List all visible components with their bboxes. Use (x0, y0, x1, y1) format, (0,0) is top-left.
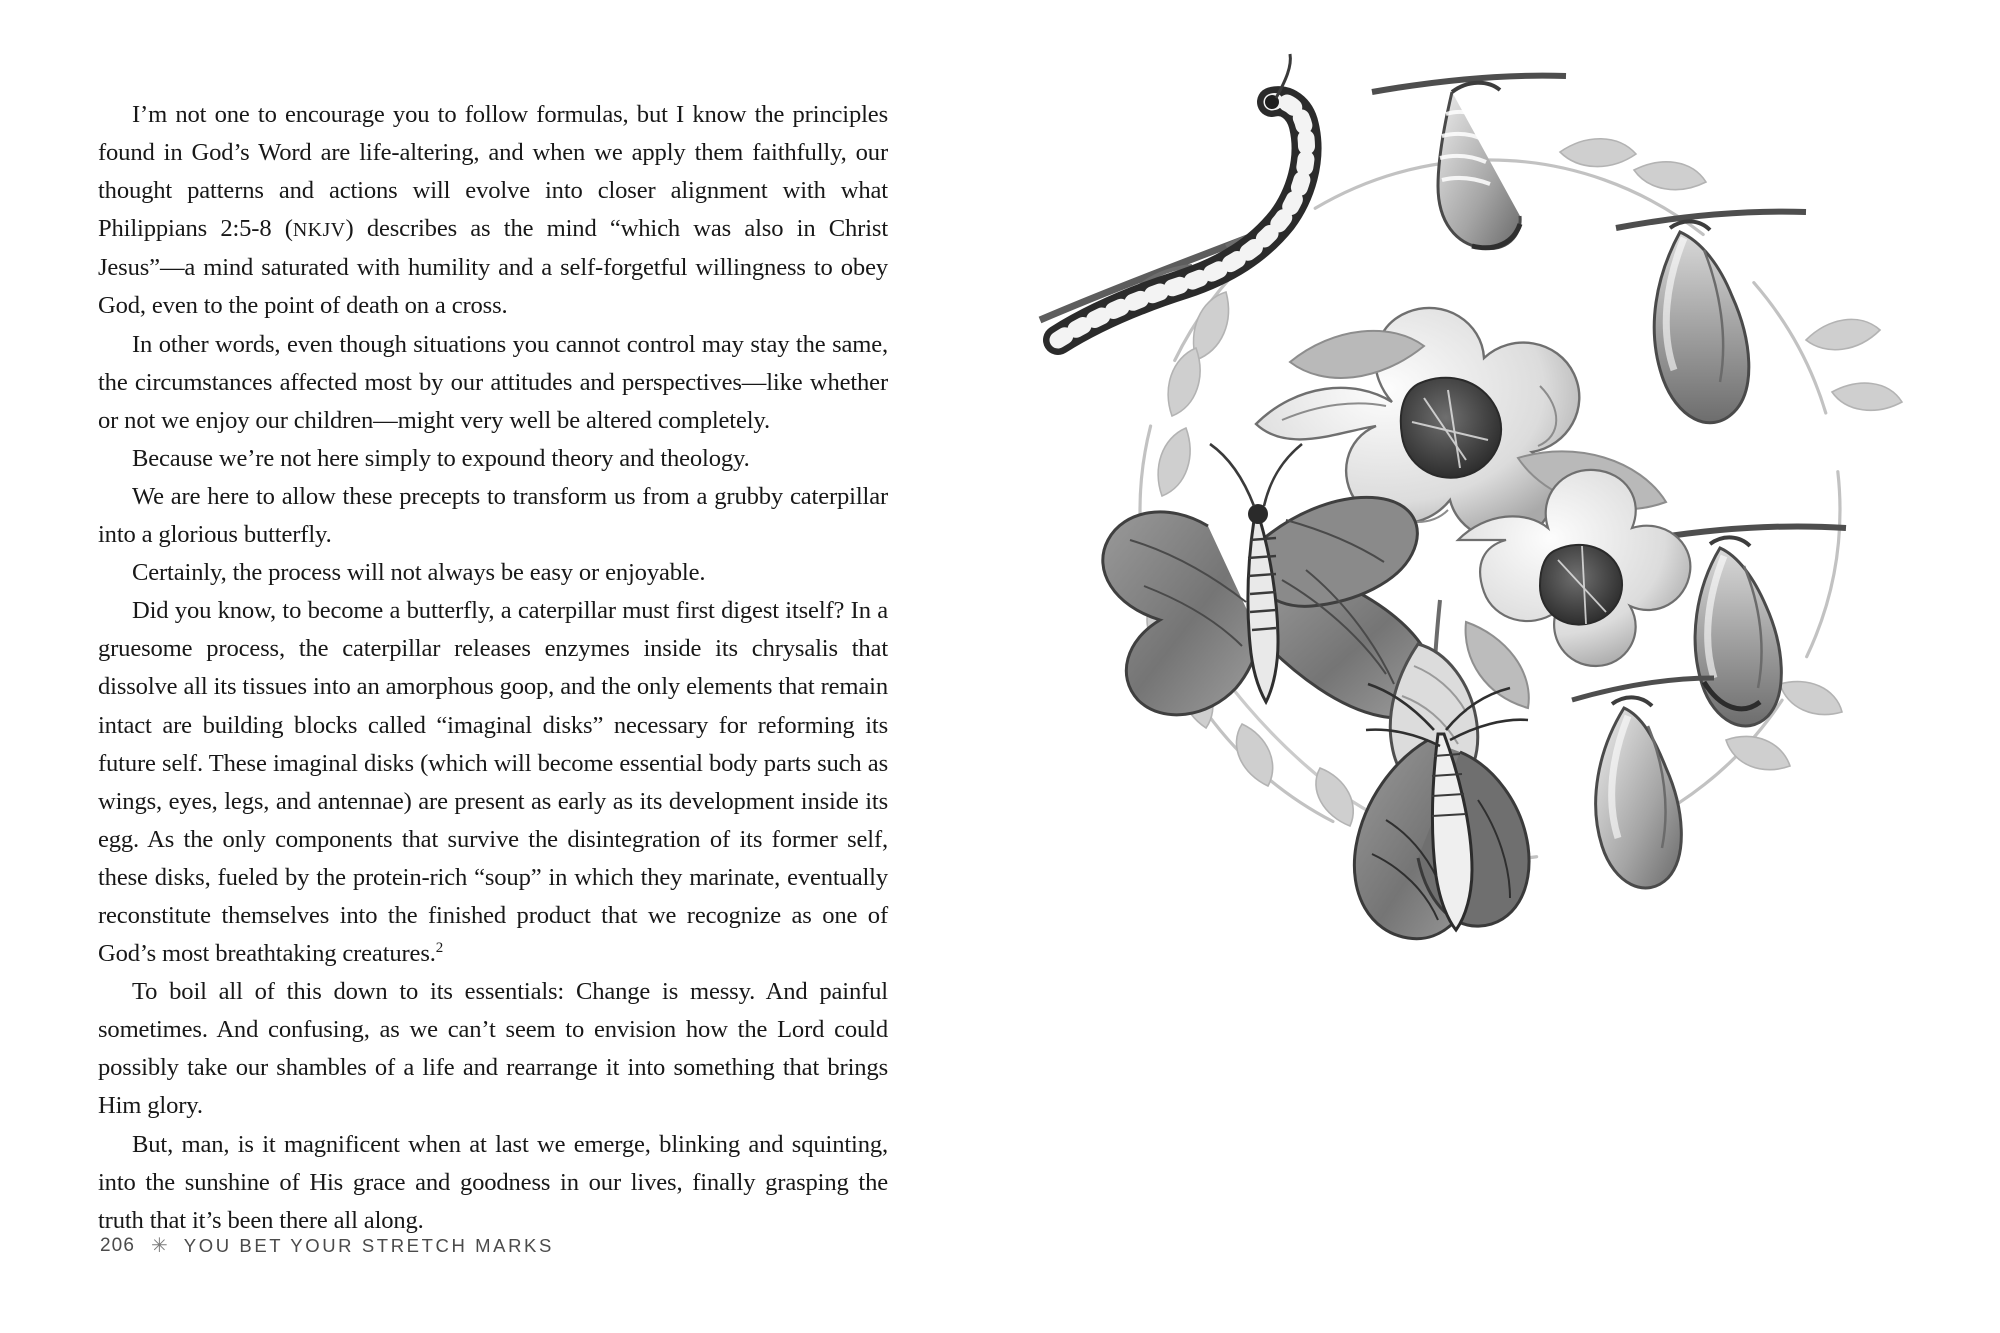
butterfly-lifecycle-illustration (1020, 40, 1960, 1040)
paragraph: We are here to allow these precepts to transform us from a grubby caterpillar into a glorious butterfly. (98, 482, 888, 549)
paragraph: Certainly, the process will not always be easy or enjoyable. (132, 559, 706, 587)
footnote-marker: 2 (435, 939, 444, 956)
paragraph-text: I’m not one to encourage you to follow formulas, but I know the principles found in God’s Word are life-altering, and when we apply them faithfully, our thought patterns and actions will evolve into closer alignment with what Philippians 2:5-8 ( (98, 101, 888, 243)
paragraph: Because we’re not here simply to expound theory and theology. (132, 444, 750, 472)
bible-version-smallcaps: NKJV (292, 219, 346, 242)
running-book-title: YOU BET YOUR STRETCH MARKS (183, 1235, 554, 1256)
body-text-column (98, 96, 888, 1240)
paragraph (98, 96, 888, 326)
chrysalis-hanging-3 (1572, 678, 1714, 888)
paragraph (98, 592, 888, 973)
chrysalis-hanging-1 (1616, 212, 1806, 423)
paragraph: In other words, even though situations you cannot control may stay the same, the circumstances affected most by our attitudes and perspectives—like whether or not we enjoy our children—might very well be altered completely. (98, 330, 888, 434)
paragraph: But, man, is it magnificent when at last we emerge, blinking and squinting, into the sunshine of His grace and goodness in our lives, finally grasping the truth that it’s been there all along. (98, 1130, 888, 1234)
paragraph: To boil all of this down to its essentials: Change is messy. And painful sometimes. And confusing, as we can’t seem to envision how the Lord could possibly take our shambles of a life and rearrange it into something that brings Him glory. (98, 978, 888, 1120)
page-number: 206 (100, 1235, 136, 1256)
page-footer (100, 1235, 554, 1257)
asterisk-ornament-icon: ✳ (151, 1235, 168, 1257)
paragraph-text: Did you know, to become a butterfly, a caterpillar must first digest itself? In a gruesome process, the caterpillar releases enzymes inside its chrysalis that dissolve all its tissues into an amorphous goop, and the only elements that remain intact are building blocks called “imaginal disks” necessary for reforming its future self. These imaginal disks (which will become essential body parts such as wings, eyes, legs, and antennae) are present as early as its development inside its egg. As the only components that survive the disintegration of its former self, these disks, fueled by the protein-rich “soup” in which they marinate, eventually reconstitute themselves into the finished product that we recognize as one of God’s most breathtaking creatures. (98, 597, 888, 968)
caterpillar (1040, 54, 1307, 340)
paragraph-text-cont: ) describes as the mind “which was also in Christ Jesus”—a mind saturated with humility and a self-forgetful willingness to obey God, even to the point of death on a cross. (98, 215, 888, 320)
